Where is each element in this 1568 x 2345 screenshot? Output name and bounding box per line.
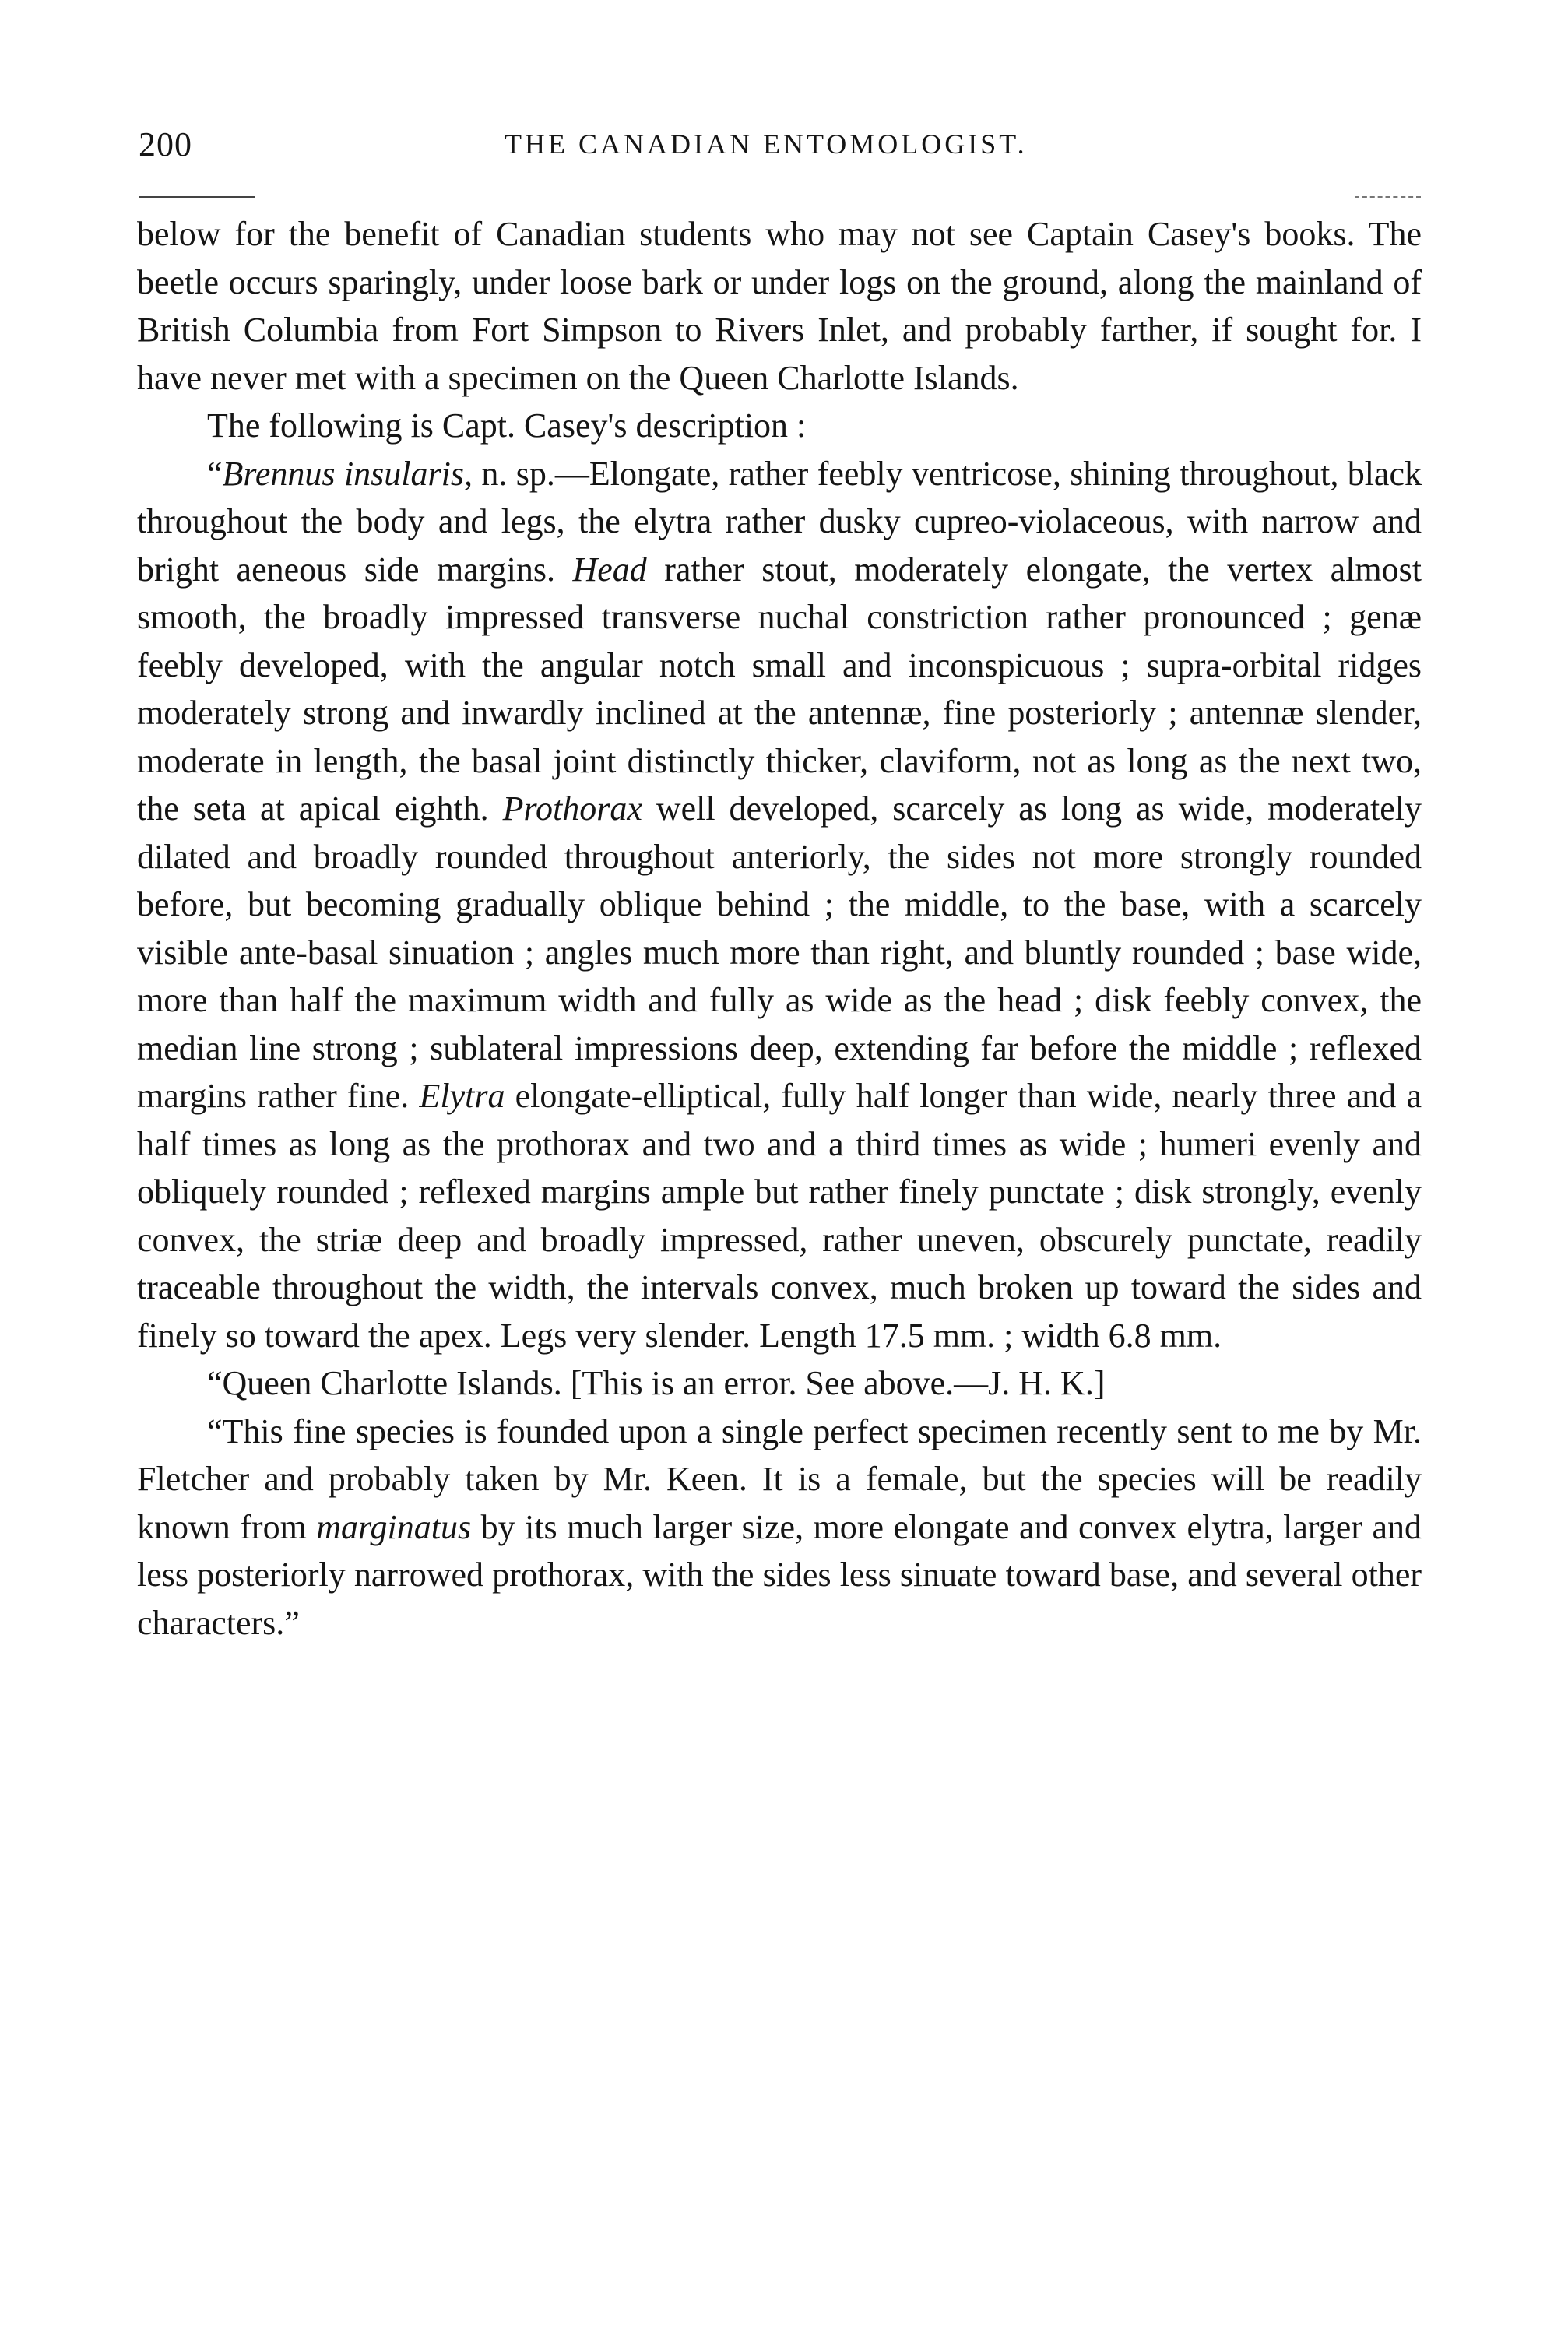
paragraph-remarks — [137, 1408, 1422, 1647]
journal-title: THE CANADIAN ENTOMOLOGIST. — [505, 128, 1028, 160]
header-rule-left — [139, 196, 255, 198]
head-description: rather stout, moderately elongate, the vertex almost smooth, the broadly impressed transverse nuchal constriction rather pronounced ; genæ feebly developed, with the angular notch small and inconspicuous ; supra-orbital ridges moderately strong and inwardly inclined at the antennæ, fine posteriorly ; antennæ slender, moderate in length, the basal joint distinctly thicker, claviform, not as long as the next two, the seta at apical eighth. — [137, 550, 1422, 828]
remarks-part-1: “This fine species is founded upon a single perfect specimen recently sent to me by Mr. Fletcher and probably taken by Mr. Keen. It is a female, but the species will be readily known from — [137, 1412, 1422, 1546]
open-quote: “ — [207, 454, 223, 493]
elytra-description: elongate-elliptical, fully half longer than wide, nearly three and a half times as long as the prothorax and two and a third times as wide ; humeri evenly and obliquely rounded ; reflexed margins ample but rather finely punctate ; disk strongly, evenly convex, the striæ deep and broadly impressed, rather uneven, obscurely punctate, readily traceable throughout the width, the intervals convex, much broken up toward the sides and finely so toward the apex. Legs very slender. Length 17.5 mm. ; width 6.8 mm. — [137, 1077, 1422, 1355]
species-name: Brennus insularis, — [222, 454, 473, 493]
paragraph-description-intro: The following is Capt. Casey's description : — [207, 406, 807, 445]
paragraph-continuation: below for the benefit of Canadian students who may not see Captain Casey's books. The beetle occurs sparingly, under loose bark or under logs on the ground, along the mainland of British Columbia from Fort Simpson to Rivers Inlet, and probably farther, if sought for. I have never met with a specimen on the Queen Charlotte Islands. — [137, 215, 1422, 397]
prothorax-description: well developed, scarcely as long as wide, moderately dilated and broadly rounded throughout anteriorly, the sides not more strongly rounded before, but becoming gradually oblique behind ; the middle, to the base, with a scarcely visible ante-basal sinuation ; angles much more than right, and bluntly rounded ; base wide, more than half the maximum width and fully as wide as the head ; disk feebly convex, the median line strong ; sublateral impressions deep, extending far before the middle ; reflexed margins rather fine. — [137, 789, 1422, 1115]
head-label: Head — [572, 550, 647, 589]
page-number: 200 — [139, 125, 192, 163]
remarks-part-2: by its much larger size, more elongate and convex elytra, larger and less posteriorly narrowed prothorax, with the sides less sinuate toward base, and several other characters.” — [137, 1507, 1422, 1642]
header-rule-right — [1355, 196, 1421, 198]
prothorax-label: Prothorax — [502, 789, 642, 828]
compared-species-name: marginatus — [316, 1507, 472, 1546]
article-body — [137, 210, 1422, 1647]
description-intro: n. sp.—Elongate, rather feebly ventricose, shining throughout, black throughout the body and legs, the elytra rather dusky cupreo-violaceous, with narrow and bright aeneous side margins. — [137, 454, 1422, 589]
paragraph-species-description — [137, 450, 1422, 1360]
elytra-label: Elytra — [419, 1077, 505, 1115]
running-header — [139, 125, 1423, 171]
paragraph-locality: “Queen Charlotte Islands. [This is an error. See above.—J. H. K.] — [207, 1364, 1106, 1402]
